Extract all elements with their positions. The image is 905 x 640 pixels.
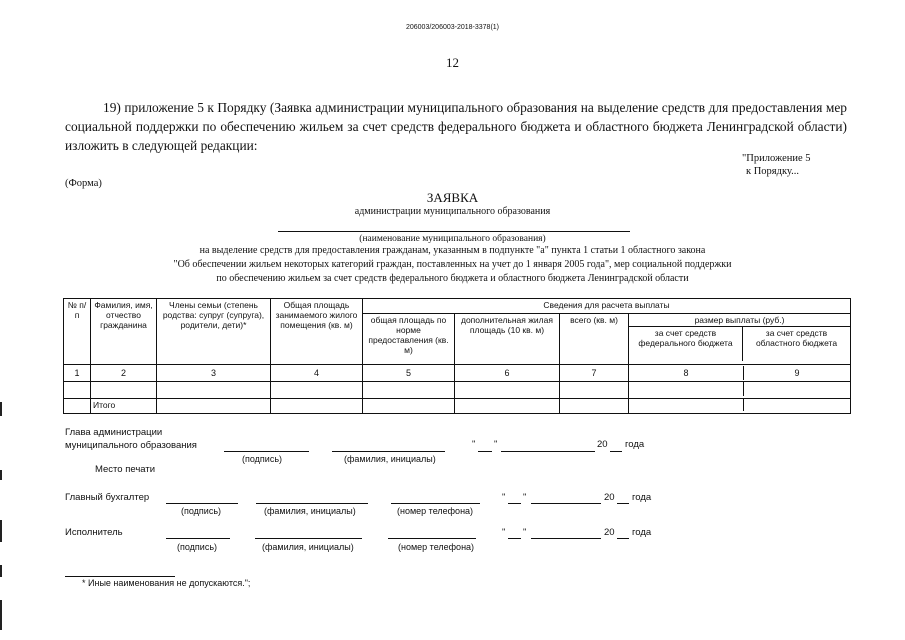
form-subtitle: администрации муниципального образования bbox=[354, 206, 551, 217]
head-date-goda: года bbox=[625, 439, 645, 450]
table-cell bbox=[455, 399, 560, 414]
executor-date-month-line bbox=[531, 538, 601, 539]
accountant-date-day-line bbox=[508, 503, 521, 504]
column-number: 8 bbox=[629, 366, 744, 380]
head-date-quote-open: " bbox=[472, 439, 476, 450]
margin-mark bbox=[0, 470, 2, 480]
table-cell bbox=[455, 382, 560, 399]
table-cell bbox=[157, 382, 271, 399]
executor-phone-caption: (номер телефона) bbox=[398, 542, 475, 552]
executor-label: Исполнитель bbox=[65, 527, 123, 538]
accountant-label: Главный бухгалтер bbox=[65, 492, 150, 503]
head-date-month-line bbox=[501, 451, 595, 452]
accountant-date-quote-open: " bbox=[502, 492, 506, 503]
form-title: ЗАЯВКА bbox=[426, 190, 479, 205]
executor-signature-line bbox=[166, 538, 230, 539]
document-id: 206003/206003-2018-3378(1) bbox=[405, 24, 500, 31]
table-cell bbox=[560, 382, 629, 399]
table-cell bbox=[271, 399, 363, 414]
head-name-caption: (фамилия, инициалы) bbox=[344, 454, 436, 464]
head-title-line1: Глава администрации bbox=[65, 427, 163, 438]
column-number: 1 bbox=[64, 365, 91, 382]
executor-signature-caption: (подпись) bbox=[177, 542, 218, 552]
stamp-place: Место печати bbox=[95, 464, 156, 475]
accountant-date-quote-close: " bbox=[523, 492, 527, 503]
executor-date-quote-close: " bbox=[523, 527, 527, 538]
accountant-date-goda: года bbox=[632, 492, 652, 503]
table-cell bbox=[560, 399, 629, 414]
accountant-date-year-line bbox=[617, 503, 629, 504]
column-number: 4 bbox=[271, 365, 363, 382]
accountant-name-caption: (фамилия, инициалы) bbox=[264, 506, 356, 516]
header-regional: за счет средств областного бюджета bbox=[755, 328, 838, 348]
header-payment-group bbox=[629, 314, 851, 365]
appendix-note-line1: "Приложение 5 bbox=[742, 153, 811, 164]
header-payment-label: размер выплаты (руб.) bbox=[629, 314, 850, 327]
purpose-line-3: по обеспечению жильем за счет средств федерального бюджета и областного бюджета Ленинградской области bbox=[216, 273, 689, 284]
margin-mark bbox=[0, 402, 2, 416]
header-family: Члены семьи (степень родства: супруг (супруга), родители, дети)* bbox=[157, 299, 271, 365]
column-number: 5 bbox=[363, 365, 455, 382]
head-name-line bbox=[332, 451, 445, 452]
header-area: Общая площадь занимаемого жилого помещения (кв. м) bbox=[271, 299, 363, 365]
table-cell bbox=[271, 382, 363, 399]
accountant-signature-line bbox=[166, 503, 238, 504]
head-title-line2: муниципального образования bbox=[65, 440, 197, 451]
header-num: № п/п bbox=[64, 299, 91, 365]
executor-date-day-line bbox=[508, 538, 521, 539]
accountant-date-month-line bbox=[531, 503, 601, 504]
head-signature-line bbox=[224, 451, 309, 452]
header-federal: за счет средств федерального бюджета bbox=[629, 327, 743, 361]
municipality-name-line bbox=[278, 231, 630, 232]
executor-name-line bbox=[255, 538, 362, 539]
executor-phone-line bbox=[388, 538, 476, 539]
column-number: 3 bbox=[157, 365, 271, 382]
head-date-day-line bbox=[478, 451, 492, 452]
table-cell bbox=[64, 399, 91, 414]
table-cell bbox=[363, 382, 455, 399]
accountant-phone-caption: (номер телефона) bbox=[397, 506, 474, 516]
page-number: 12 bbox=[446, 55, 459, 70]
footnote-rule bbox=[65, 576, 175, 577]
accountant-name-line bbox=[256, 503, 368, 504]
accountant-signature-caption: (подпись) bbox=[181, 506, 222, 516]
table-cell bbox=[64, 382, 91, 399]
head-date-year-line bbox=[610, 451, 622, 452]
purpose-line-1: на выделение средств для предоставления гражданам, указанным в подпункте "а" пункта 1 статьи 1 областного закона bbox=[199, 245, 706, 256]
executor-date-year: 20 bbox=[604, 527, 615, 538]
margin-mark bbox=[0, 600, 2, 630]
header-total-area: всего (кв. м) bbox=[560, 314, 629, 365]
total-label: Итого bbox=[91, 399, 157, 414]
payment-table bbox=[63, 298, 851, 414]
column-number-pair bbox=[629, 365, 851, 382]
intro-paragraph: 19) приложение 5 к Порядку (Заявка администрации муниципального образования на выделение средств для предоставления мер социальной поддержки по обеспечению жильем за счет средств федерального бюджета и областного бюджета Ленинградской области) изложить в следующей редакции: bbox=[65, 100, 847, 153]
header-norm-area: общая площадь по норме предоставления (кв. м) bbox=[363, 314, 455, 365]
header-name: Фамилия, имя, отчество гражданина bbox=[91, 299, 157, 365]
head-signature-caption: (подпись) bbox=[242, 454, 283, 464]
head-date-year: 20 bbox=[597, 439, 608, 450]
table-cell bbox=[629, 382, 851, 399]
executor-date-year-line bbox=[617, 538, 629, 539]
column-number: 2 bbox=[91, 365, 157, 382]
footnote: * Иные наименования не допускаются."; bbox=[82, 578, 251, 588]
margin-mark bbox=[0, 520, 2, 542]
header-calc-group: Сведения для расчета выплаты bbox=[363, 299, 851, 314]
table-cell bbox=[91, 382, 157, 399]
accountant-phone-line bbox=[391, 503, 480, 504]
column-number: 6 bbox=[455, 365, 560, 382]
column-number: 7 bbox=[560, 365, 629, 382]
head-date-quote-close: " bbox=[494, 439, 498, 450]
accountant-date-year: 20 bbox=[604, 492, 615, 503]
appendix-note bbox=[742, 152, 811, 178]
municipality-name-caption: (наименование муниципального образования) bbox=[359, 234, 546, 244]
table-cell bbox=[629, 399, 851, 414]
executor-name-caption: (фамилия, инициалы) bbox=[262, 542, 354, 552]
margin-mark bbox=[0, 565, 2, 577]
header-extra-area: дополнительная жилая площадь (10 кв. м) bbox=[455, 314, 560, 365]
executor-date-quote-open: " bbox=[502, 527, 506, 538]
table-cell bbox=[363, 399, 455, 414]
form-label: (Форма) bbox=[65, 178, 102, 189]
purpose-line-2: "Об обеспечении жильем некоторых категорий граждан, поставленных на учет до 1 января 2005 года", мер социальной поддержки bbox=[173, 259, 732, 270]
table-cell bbox=[157, 399, 271, 414]
column-number: 9 bbox=[794, 368, 800, 378]
appendix-note-line2: к Порядку... bbox=[746, 166, 800, 177]
executor-date-goda: года bbox=[632, 527, 652, 538]
